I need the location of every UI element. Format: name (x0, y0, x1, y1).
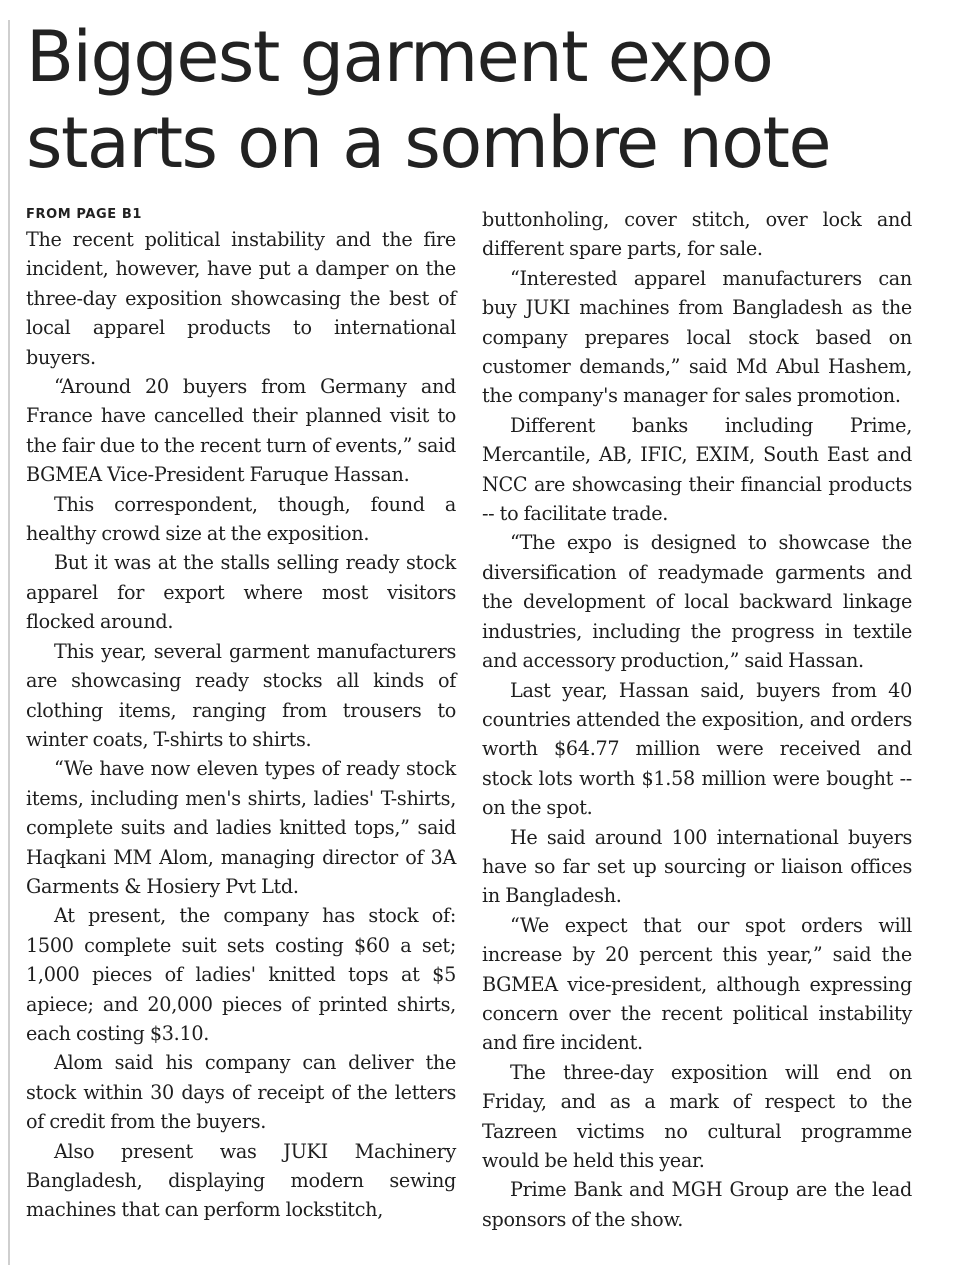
paragraph: “Interested apparel manufacturers can buy JUKI machines from Bangladesh as the company prepares local stock based on customer demands,” said Md Abul Hashem, the company's manager for sales promotion. (482, 266, 912, 408)
right-column (482, 205, 912, 1234)
paragraph: This year, several garment manufacturers are showcasing ready stocks all kinds of clothing items, ranging from trousers to winter coats, T-shirts to shirts. (26, 639, 456, 751)
paragraph: buttonholing, cover stitch, over lock and different spare parts, for sale. (482, 208, 912, 261)
paragraph: At present, the company has stock of: 1500 complete suit sets costing $60 a set; 1,000 pieces of ladies' knitted tops at $5 apiece; and 20,000 pieces of printed shirts, each costing $3.10. (26, 904, 456, 1045)
headline: Biggest garment expo starts on a sombre note (26, 16, 831, 184)
paragraph: This correspondent, though, found a healthy crowd size at the exposition. (26, 492, 456, 546)
paragraph: Alom said his company can deliver the stock within 30 days of receipt of the letters of credit from the buyers. (26, 1051, 456, 1134)
paragraph: “We have now eleven types of ready stock items, including men's shirts, ladies' T-shirts, complete suits and ladies knitted tops,” said Haqkani MM Alom, managing director of 3A Garments & Hosiery Pvt Ltd. (26, 757, 456, 898)
paragraph: Different banks including Prime, Mercantile, AB, IFIC, EXIM, South East and NCC are showcasing their financial products -- to facilitate trade. (482, 413, 912, 526)
paragraph: “The expo is designed to showcase the diversification of readymade garments and the development of local backward linkage industries, including the progress in textile and accessory production,” said Hassan. (482, 531, 912, 673)
column-rule (8, 20, 10, 1265)
paragraph: Also present was JUKI Machinery Bangladesh, displaying modern sewing machines that can perform lockstitch, (26, 1139, 456, 1222)
paragraph: “We expect that our spot orders will increase by 20 percent this year,” said the BGMEA vice-president, although expressing concern over the recent political instability and fire incident. (482, 913, 912, 1055)
paragraph: Last year, Hassan said, buyers from 40 countries attended the exposition, and orders worth $64.77 million were received and stock lots worth $1.58 million were bought -- on the spot. (482, 678, 912, 820)
paragraph: But it was at the stalls selling ready stock apparel for export where most visitors flocked around. (26, 551, 456, 634)
paragraph: The recent political instability and the fire incident, however, have put a damper on the three-day exposition showcasing the best of local apparel products to international buyers. (26, 228, 456, 369)
paragraph: The three-day exposition will end on Friday, and as a mark of respect to the Tazreen victims no cultural programme would be held this year. (482, 1060, 912, 1172)
paragraph: “Around 20 buyers from Germany and France have cancelled their planned visit to the fair due to the recent turn of events,” said BGMEA Vice-President Faruque Hassan. (26, 375, 456, 487)
left-column (26, 205, 456, 1225)
paragraph: He said around 100 international buyers have so far set up sourcing or liaison offices in Bangladesh. (482, 825, 912, 908)
kicker: FROM PAGE B1 (26, 207, 143, 222)
paragraph: Prime Bank and MGH Group are the lead sponsors of the show. (482, 1178, 912, 1231)
